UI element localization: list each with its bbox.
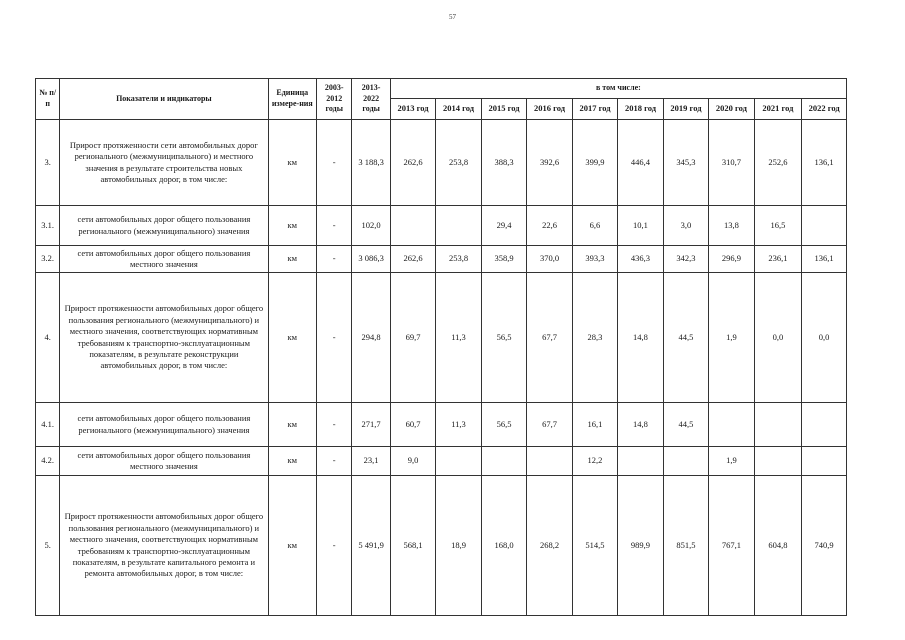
row-year-value: 342,3: [663, 246, 708, 273]
row-year-value: 392,6: [527, 120, 572, 206]
row-year-value: 514,5: [572, 476, 617, 616]
row-year-value: [663, 447, 708, 476]
header-indicators: Показатели и индикаторы: [60, 79, 268, 120]
row-year-value: 60,7: [390, 403, 435, 447]
row-year-value: 12,2: [572, 447, 617, 476]
header-year: 2014 год: [436, 99, 481, 120]
row-year-value: 358,9: [481, 246, 526, 273]
row-indicator-name: сети автомобильных дорог общего пользования регионального (межмуниципального) значения: [60, 206, 268, 246]
row-year-value: 13,8: [709, 206, 754, 246]
table-row: [36, 447, 847, 476]
row-period1-value: -: [317, 246, 352, 273]
row-period1-value: -: [317, 273, 352, 403]
row-indicator-name: сети автомобильных дорог общего пользования местного значения: [60, 246, 268, 273]
row-indicator-name: сети автомобильных дорог общего пользования местного значения: [60, 447, 268, 476]
header-year: 2020 год: [709, 99, 754, 120]
row-year-value: 44,5: [663, 273, 708, 403]
row-year-value: 44,5: [663, 403, 708, 447]
row-year-value: 252,6: [754, 120, 802, 206]
row-year-value: 22,6: [527, 206, 572, 246]
table-row: [36, 120, 847, 206]
row-year-value: 18,9: [436, 476, 481, 616]
header-year: 2022 год: [802, 99, 847, 120]
row-year-value: 16,1: [572, 403, 617, 447]
header-period-2013-2022: 2013-2022 годы: [352, 79, 390, 120]
row-year-value: [436, 447, 481, 476]
row-year-value: 0,0: [754, 273, 802, 403]
row-number: 4.: [36, 273, 60, 403]
row-year-value: 136,1: [802, 246, 847, 273]
row-year-value: [802, 447, 847, 476]
row-year-value: 446,4: [618, 120, 663, 206]
row-year-value: [390, 206, 435, 246]
row-indicator-name: Прирост протяженности автомобильных дорог общего пользования регионального (межмуниципального) и местного значения, соответствующих нормативным требованиям к транспортно-эксплуатационным показателям, в результате реконструкции автомобильных дорог, в том числе:: [60, 273, 268, 403]
row-unit: км: [268, 246, 317, 273]
row-total-value: 3 188,3: [352, 120, 390, 206]
header-year: 2021 год: [754, 99, 802, 120]
row-period1-value: -: [317, 206, 352, 246]
table-row: [36, 476, 847, 616]
row-number: 3.1.: [36, 206, 60, 246]
row-indicator-name: сети автомобильных дорог общего пользования регионального (межмуниципального) значения: [60, 403, 268, 447]
table-row: [36, 403, 847, 447]
row-indicator-name: Прирост протяженности автомобильных дорог общего пользования регионального (межмуниципального) и местного значения, соответствующих нормативным требованиям к транспортно-эксплуатационным показателям, в результате капитального ремонта и ремонта автомобильных дорог, в том числе:: [60, 476, 268, 616]
row-year-value: [436, 206, 481, 246]
row-total-value: 3 086,3: [352, 246, 390, 273]
row-total-value: 102,0: [352, 206, 390, 246]
row-number: 3.2.: [36, 246, 60, 273]
row-year-value: 28,3: [572, 273, 617, 403]
header-year: 2017 год: [572, 99, 617, 120]
row-year-value: 11,3: [436, 403, 481, 447]
row-year-value: 370,0: [527, 246, 572, 273]
row-year-value: 262,6: [390, 120, 435, 206]
row-unit: км: [268, 273, 317, 403]
row-number: 4.1.: [36, 403, 60, 447]
row-year-value: 1,9: [709, 447, 754, 476]
row-year-value: 136,1: [802, 120, 847, 206]
row-unit: км: [268, 476, 317, 616]
row-year-value: 29,4: [481, 206, 526, 246]
row-year-value: 10,1: [618, 206, 663, 246]
row-unit: км: [268, 206, 317, 246]
row-year-value: 67,7: [527, 403, 572, 447]
row-unit: км: [268, 447, 317, 476]
row-total-value: 271,7: [352, 403, 390, 447]
row-period1-value: -: [317, 476, 352, 616]
header-no: № п/п: [36, 79, 60, 120]
row-year-value: [618, 447, 663, 476]
row-year-value: 6,6: [572, 206, 617, 246]
row-year-value: 0,0: [802, 273, 847, 403]
row-number: 5.: [36, 476, 60, 616]
row-year-value: 253,8: [436, 246, 481, 273]
row-year-value: 14,8: [618, 403, 663, 447]
row-period1-value: -: [317, 120, 352, 206]
header-period-2003-2012: 2003-2012 годы: [317, 79, 352, 120]
header-year: 2013 год: [390, 99, 435, 120]
row-year-value: 604,8: [754, 476, 802, 616]
row-indicator-name: Прирост протяженности сети автомобильных дорог регионального (межмуниципального) и местного значения в результате строительства новых автомобильных дорог, в том числе:: [60, 120, 268, 206]
row-year-value: 3,0: [663, 206, 708, 246]
row-year-value: 740,9: [802, 476, 847, 616]
row-year-value: 310,7: [709, 120, 754, 206]
row-total-value: 23,1: [352, 447, 390, 476]
row-year-value: 568,1: [390, 476, 435, 616]
row-year-value: 851,5: [663, 476, 708, 616]
row-year-value: 1,9: [709, 273, 754, 403]
row-year-value: 67,7: [527, 273, 572, 403]
row-year-value: 56,5: [481, 403, 526, 447]
row-year-value: 393,3: [572, 246, 617, 273]
row-total-value: 5 491,9: [352, 476, 390, 616]
row-year-value: 268,2: [527, 476, 572, 616]
row-unit: км: [268, 120, 317, 206]
row-year-value: 296,9: [709, 246, 754, 273]
row-year-value: [481, 447, 526, 476]
row-year-value: [527, 447, 572, 476]
indicators-table: [35, 78, 847, 616]
row-year-value: 11,3: [436, 273, 481, 403]
header-unit: Единица измере-ния: [268, 79, 317, 120]
row-year-value: 9,0: [390, 447, 435, 476]
row-year-value: 56,5: [481, 273, 526, 403]
row-total-value: 294,8: [352, 273, 390, 403]
row-year-value: 69,7: [390, 273, 435, 403]
row-period1-value: -: [317, 403, 352, 447]
row-year-value: 14,8: [618, 273, 663, 403]
row-number: 4.2.: [36, 447, 60, 476]
page-number: 57: [449, 13, 456, 21]
row-year-value: 262,6: [390, 246, 435, 273]
row-year-value: [802, 206, 847, 246]
row-year-value: 767,1: [709, 476, 754, 616]
header-year: 2019 год: [663, 99, 708, 120]
row-year-value: 345,3: [663, 120, 708, 206]
row-year-value: 253,8: [436, 120, 481, 206]
header-year: 2016 год: [527, 99, 572, 120]
row-year-value: 16,5: [754, 206, 802, 246]
table-row: [36, 206, 847, 246]
row-period1-value: -: [317, 447, 352, 476]
row-number: 3.: [36, 120, 60, 206]
row-year-value: [709, 403, 754, 447]
row-year-value: [754, 403, 802, 447]
table-row: [36, 246, 847, 273]
row-year-value: 236,1: [754, 246, 802, 273]
row-year-value: 436,3: [618, 246, 663, 273]
row-year-value: [754, 447, 802, 476]
row-year-value: [802, 403, 847, 447]
row-year-value: 168,0: [481, 476, 526, 616]
table-row: [36, 273, 847, 403]
header-including: в том числе:: [390, 79, 846, 99]
row-year-value: 989,9: [618, 476, 663, 616]
row-unit: км: [268, 403, 317, 447]
row-year-value: 388,3: [481, 120, 526, 206]
header-year: 2018 год: [618, 99, 663, 120]
row-year-value: 399,9: [572, 120, 617, 206]
header-year: 2015 год: [481, 99, 526, 120]
